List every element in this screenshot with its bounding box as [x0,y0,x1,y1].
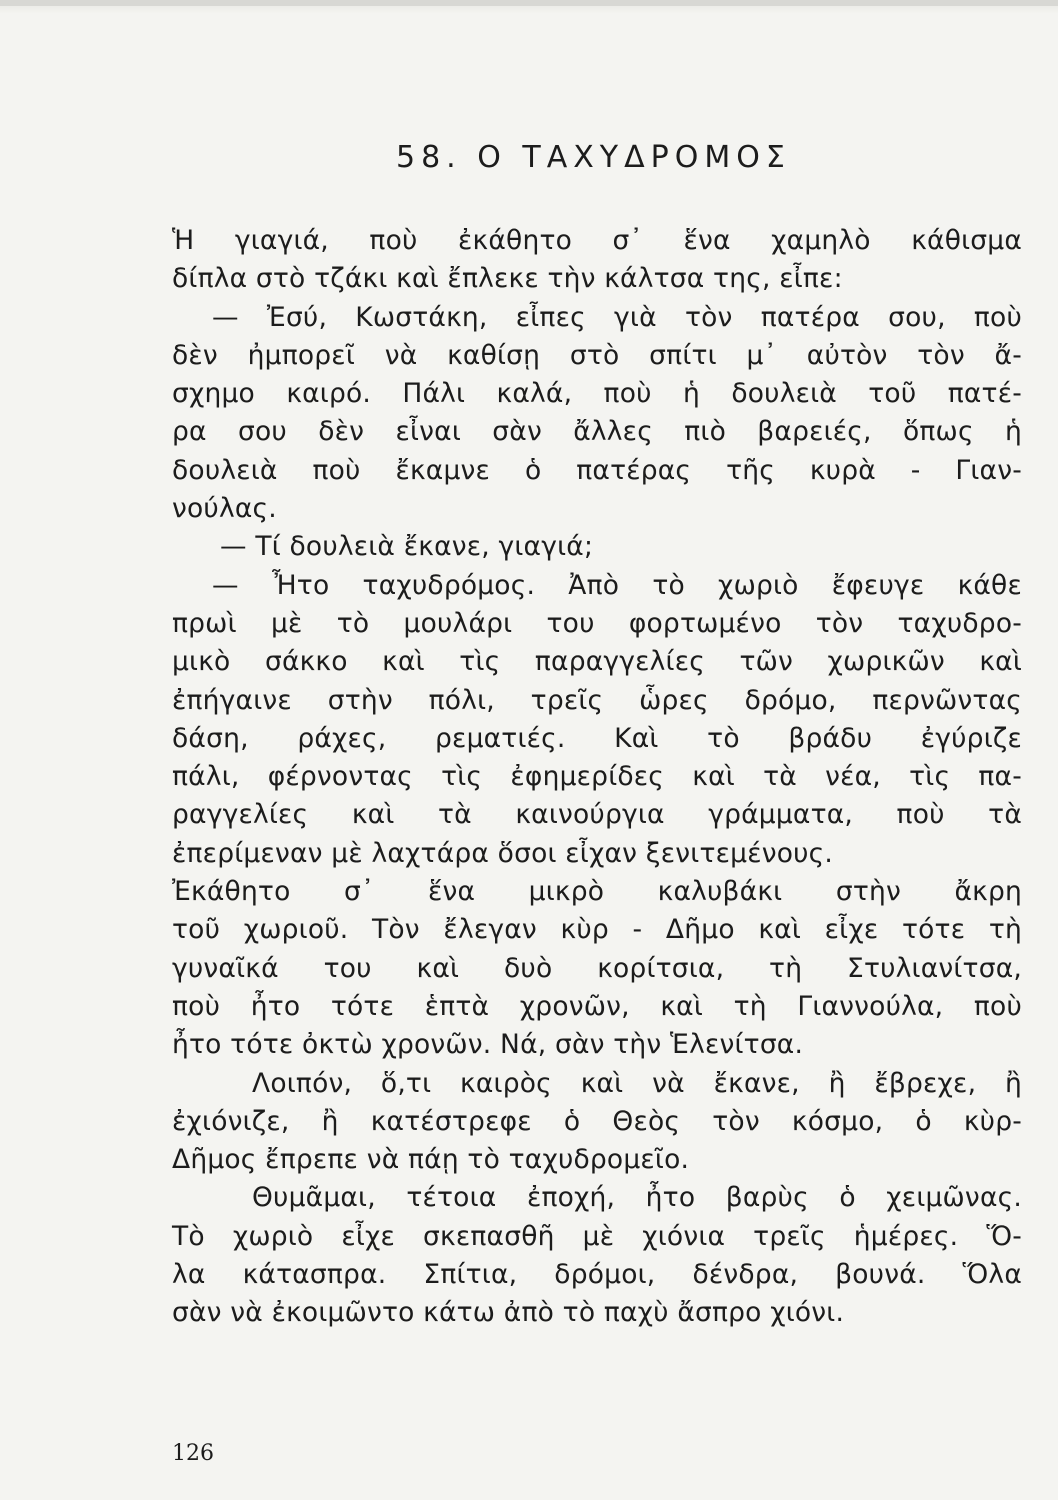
text-line: ἦτο τότε ὀκτὼ χρονῶν. Νά, σὰν τὴν Ἑλενίτσα. [172,1029,804,1061]
text-line: τοῦ χωριοῦ. Τὸν ἔλεγαν κὺρ - Δῆμο καὶ εἶχε τότε τὴ [172,914,1022,946]
paragraph [172,222,1022,299]
text-line: πάλι, φέρνοντας τὶς ἐφημερίδες καὶ τὰ νέα, τὶς πα- [172,761,1022,793]
text-line: ραγγελίες καὶ τὰ καινούργια γράμματα, ποὺ τὰ [172,799,1022,831]
text-line: σὰν νὰ ἐκοιμῶντο κάτω ἀπὸ τὸ παχὺ ἄσπρο χιόνι. [172,1297,845,1329]
text-line: ἐπήγαινε στὴν πόλι, τρεῖς ὧρες δρόμο, περνῶντας [172,684,1022,716]
page-number: 126 [172,1441,214,1466]
text-line: μικὸ σάκκο καὶ τὶς παραγγελίες τῶν χωρικῶν καὶ [172,646,1022,678]
text-line: σχημο καιρό. Πάλι καλά, ποὺ ἡ δουλειὰ τοῦ πατέ- [172,378,1022,410]
text-line: ἐπερίμεναν μὲ λαχτάρα ὅσοι εἶχαν ξενιτεμένους. [172,837,834,869]
text-line: πρωὶ μὲ τὸ μουλάρι του φορτωμένο τὸν ταχυδρο- [172,607,1022,639]
text-line: Δῆμος ἔπρεπε νὰ πάῃ τὸ ταχυδρομεῖο. [172,1144,690,1176]
text-line: δὲν ἠμπορεῖ νὰ καθίσῃ στὸ σπίτι μ᾿ αὐτὸν τὸν ἄ- [172,339,1022,371]
paragraph [172,1179,1022,1332]
paragraph [172,873,1022,1064]
text-line: ἐχιόνιζε, ἢ κατέστρεφε ὁ Θεὸς τὸν κόσμο, ὁ κὺρ- [172,1105,1022,1137]
text-line: λα κάτασπρα. Σπίτια, δρόμοι, δένδρα, βουνά. Ὅλα [172,1259,1022,1291]
text-line: — Ἦτο ταχυδρόμος. Ἀπὸ τὸ χωριὸ ἔφευγε κάθε [212,569,1022,601]
text-line: Ἐκάθητο σ᾿ ἕνα μικρὸ καλυβάκι στὴν ἄκρη [172,876,1022,908]
text-line: Τὸ χωριὸ εἶχε σκεπασθῆ μὲ χιόνια τρεῖς ἡμέρες. Ὅ- [172,1220,1022,1252]
text-line: δάση, ράχες, ρεματιές. Καὶ τὸ βράδυ ἐγύριζε [172,722,1022,754]
paragraph [172,1065,1022,1180]
text-line: Λοιπόν, ὅ,τι καιρὸς καὶ νὰ ἔκανε, ἢ ἔβρεχε, ἢ [252,1067,1022,1099]
text-line: Ἡ γιαγιά, ποὺ ἐκάθητο σ᾿ ἕνα χαμηλὸ κάθισμα [172,225,1022,256]
paragraph [172,567,1022,873]
text-line: Θυμᾶμαι, τέτοια ἐποχή, ἦτο βαρὺς ὁ χειμῶνας. [252,1182,1022,1214]
text-line: νούλας. [172,493,277,525]
text-line: — Ἐσύ, Κωστάκη, εἶπες γιὰ τὸν πατέρα σου, ποὺ [212,301,1022,333]
paragraph [172,528,1022,566]
text-line: ποὺ ἦτο τότε ἑπτὰ χρονῶν, καὶ τὴ Γιαννούλα, ποὺ [172,990,1022,1022]
text-line: — Τί δουλειὰ ἔκανε, γιαγιά; [220,531,594,563]
text-line: ρα σου δὲν εἶναι σὰν ἄλλες πιὸ βαρειές, ὅπως ἡ [172,416,1022,448]
text-line: γυναῖκά του καὶ δυὸ κορίτσια, τὴ Στυλιανίτσα, [172,952,1022,984]
text-line: δουλειὰ ποὺ ἔκαμνε ὁ πατέρας τῆς κυρὰ - Γιαν- [172,454,1022,486]
paragraph [172,299,1022,529]
text-line: δίπλα στὸ τζάκι καὶ ἔπλεκε τὴν κάλτσα της, εἶπε: [172,263,843,295]
page-top-edge [0,0,1058,6]
chapter-heading: 58. Ο ΤΑΧΥΔΡΟΜΟΣ [396,140,791,175]
body-text [172,222,1022,1333]
